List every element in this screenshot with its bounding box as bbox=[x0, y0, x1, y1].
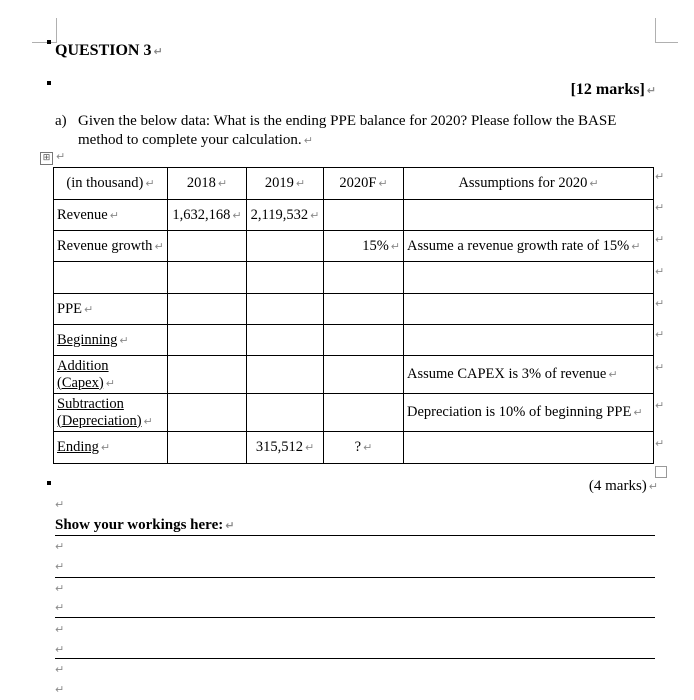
crop-mark-top-right bbox=[655, 18, 678, 43]
cell-assumption: Assume CAPEX is 3% of revenue ↵ bbox=[404, 356, 654, 394]
list-bullet bbox=[47, 40, 51, 44]
cell-assumption: Depreciation is 10% of beginning PPE ↵ bbox=[404, 394, 654, 432]
header-cell: (in thousand) ↵ bbox=[54, 168, 168, 200]
part-a-text: Given the below data: What is the ending PPE balance for 2020? Please follow the BASE method to complete your calculation. bbox=[78, 113, 617, 148]
question-part-a bbox=[55, 112, 665, 150]
header-cell: 2018 ↵ bbox=[168, 168, 247, 200]
paragraph-mark-icon: ↵ bbox=[55, 601, 65, 614]
paragraph-mark-icon: ↵ bbox=[646, 84, 656, 97]
row-label: PPE ↵ bbox=[54, 294, 168, 325]
paragraph-mark-icon: ↵ bbox=[55, 560, 65, 573]
paragraph-mark-icon: ↵ bbox=[303, 134, 313, 147]
paragraph-mark-icon: ↵ bbox=[55, 643, 65, 656]
cell-2020: ? ↵ bbox=[324, 432, 404, 464]
row-end-mark-icon: ↵ bbox=[655, 399, 665, 412]
list-bullet bbox=[47, 81, 51, 85]
row-label: Revenue growth ↵ bbox=[54, 231, 168, 262]
part-a-label: a) bbox=[55, 113, 67, 129]
crop-mark-bottom-right bbox=[655, 466, 667, 478]
paragraph-mark-icon: ↵ bbox=[55, 623, 65, 636]
header-cell: 2020F ↵ bbox=[324, 168, 404, 200]
workings-label: Show your workings here: ↵ bbox=[55, 517, 235, 533]
table-row bbox=[54, 325, 654, 356]
answer-line[interactable] bbox=[55, 658, 655, 659]
cell-2019 bbox=[247, 231, 324, 262]
paragraph-mark-icon: ↵ bbox=[225, 519, 235, 532]
ppe-table bbox=[53, 167, 654, 464]
answer-line[interactable] bbox=[55, 617, 655, 618]
cell-assumption: Assume a revenue growth rate of 15% ↵ bbox=[404, 231, 654, 262]
table-row bbox=[54, 262, 654, 294]
question-title: QUESTION 3 ↵ bbox=[55, 42, 163, 59]
cell-assumption bbox=[404, 200, 654, 231]
header-cell: 2019 ↵ bbox=[247, 168, 324, 200]
paragraph-mark-icon: ↵ bbox=[55, 582, 65, 595]
table-row bbox=[54, 294, 654, 325]
row-end-mark-icon: ↵ bbox=[655, 361, 665, 374]
table-row bbox=[54, 394, 654, 432]
cell-2019: 2,119,532 ↵ bbox=[247, 200, 324, 231]
table-row bbox=[54, 200, 654, 231]
row-end-mark-icon: ↵ bbox=[655, 233, 665, 246]
paragraph-mark-icon: ↵ bbox=[55, 498, 65, 511]
paragraph-mark-icon: ↵ bbox=[648, 480, 658, 493]
table-row bbox=[54, 231, 654, 262]
cell-2020: 15% ↵ bbox=[324, 231, 404, 262]
row-end-mark-icon: ↵ bbox=[655, 170, 665, 183]
crop-mark-top-left bbox=[32, 18, 57, 43]
answer-line[interactable] bbox=[55, 577, 655, 578]
header-cell: Assumptions for 2020 ↵ bbox=[404, 168, 654, 200]
answer-line[interactable] bbox=[55, 535, 655, 536]
cell-2018: 1,632,168 ↵ bbox=[168, 200, 247, 231]
row-label: Revenue ↵ bbox=[54, 200, 168, 231]
paragraph-mark-icon: ↵ bbox=[55, 663, 65, 676]
row-label: Beginning ↵ bbox=[54, 325, 168, 356]
list-bullet bbox=[47, 481, 51, 485]
row-end-mark-icon: ↵ bbox=[655, 297, 665, 310]
table-header-row bbox=[54, 168, 654, 200]
row-end-mark-icon: ↵ bbox=[655, 328, 665, 341]
row-end-mark-icon: ↵ bbox=[655, 201, 665, 214]
row-label: Ending ↵ bbox=[54, 432, 168, 464]
cell-2020 bbox=[324, 200, 404, 231]
row-label: Subtraction (Depreciation) ↵ bbox=[54, 394, 168, 432]
row-end-mark-icon: ↵ bbox=[655, 265, 665, 278]
part-a-marks: (4 marks) ↵ bbox=[588, 478, 658, 494]
row-label: Addition (Capex) ↵ bbox=[54, 356, 168, 394]
paragraph-mark-icon: ↵ bbox=[55, 540, 65, 553]
cell-2018 bbox=[168, 231, 247, 262]
paragraph-mark-icon: ↵ bbox=[55, 683, 65, 696]
cell-2019: 315,512 ↵ bbox=[247, 432, 324, 464]
paragraph-mark-icon: ↵ bbox=[153, 45, 163, 58]
table-move-handle-icon[interactable]: ⊞ bbox=[40, 152, 53, 165]
row-end-mark-icon: ↵ bbox=[655, 437, 665, 450]
total-marks: [12 marks] ↵ bbox=[570, 81, 656, 98]
table-row bbox=[54, 432, 654, 464]
table-row bbox=[54, 356, 654, 394]
paragraph-mark-icon: ↵ bbox=[56, 150, 66, 163]
